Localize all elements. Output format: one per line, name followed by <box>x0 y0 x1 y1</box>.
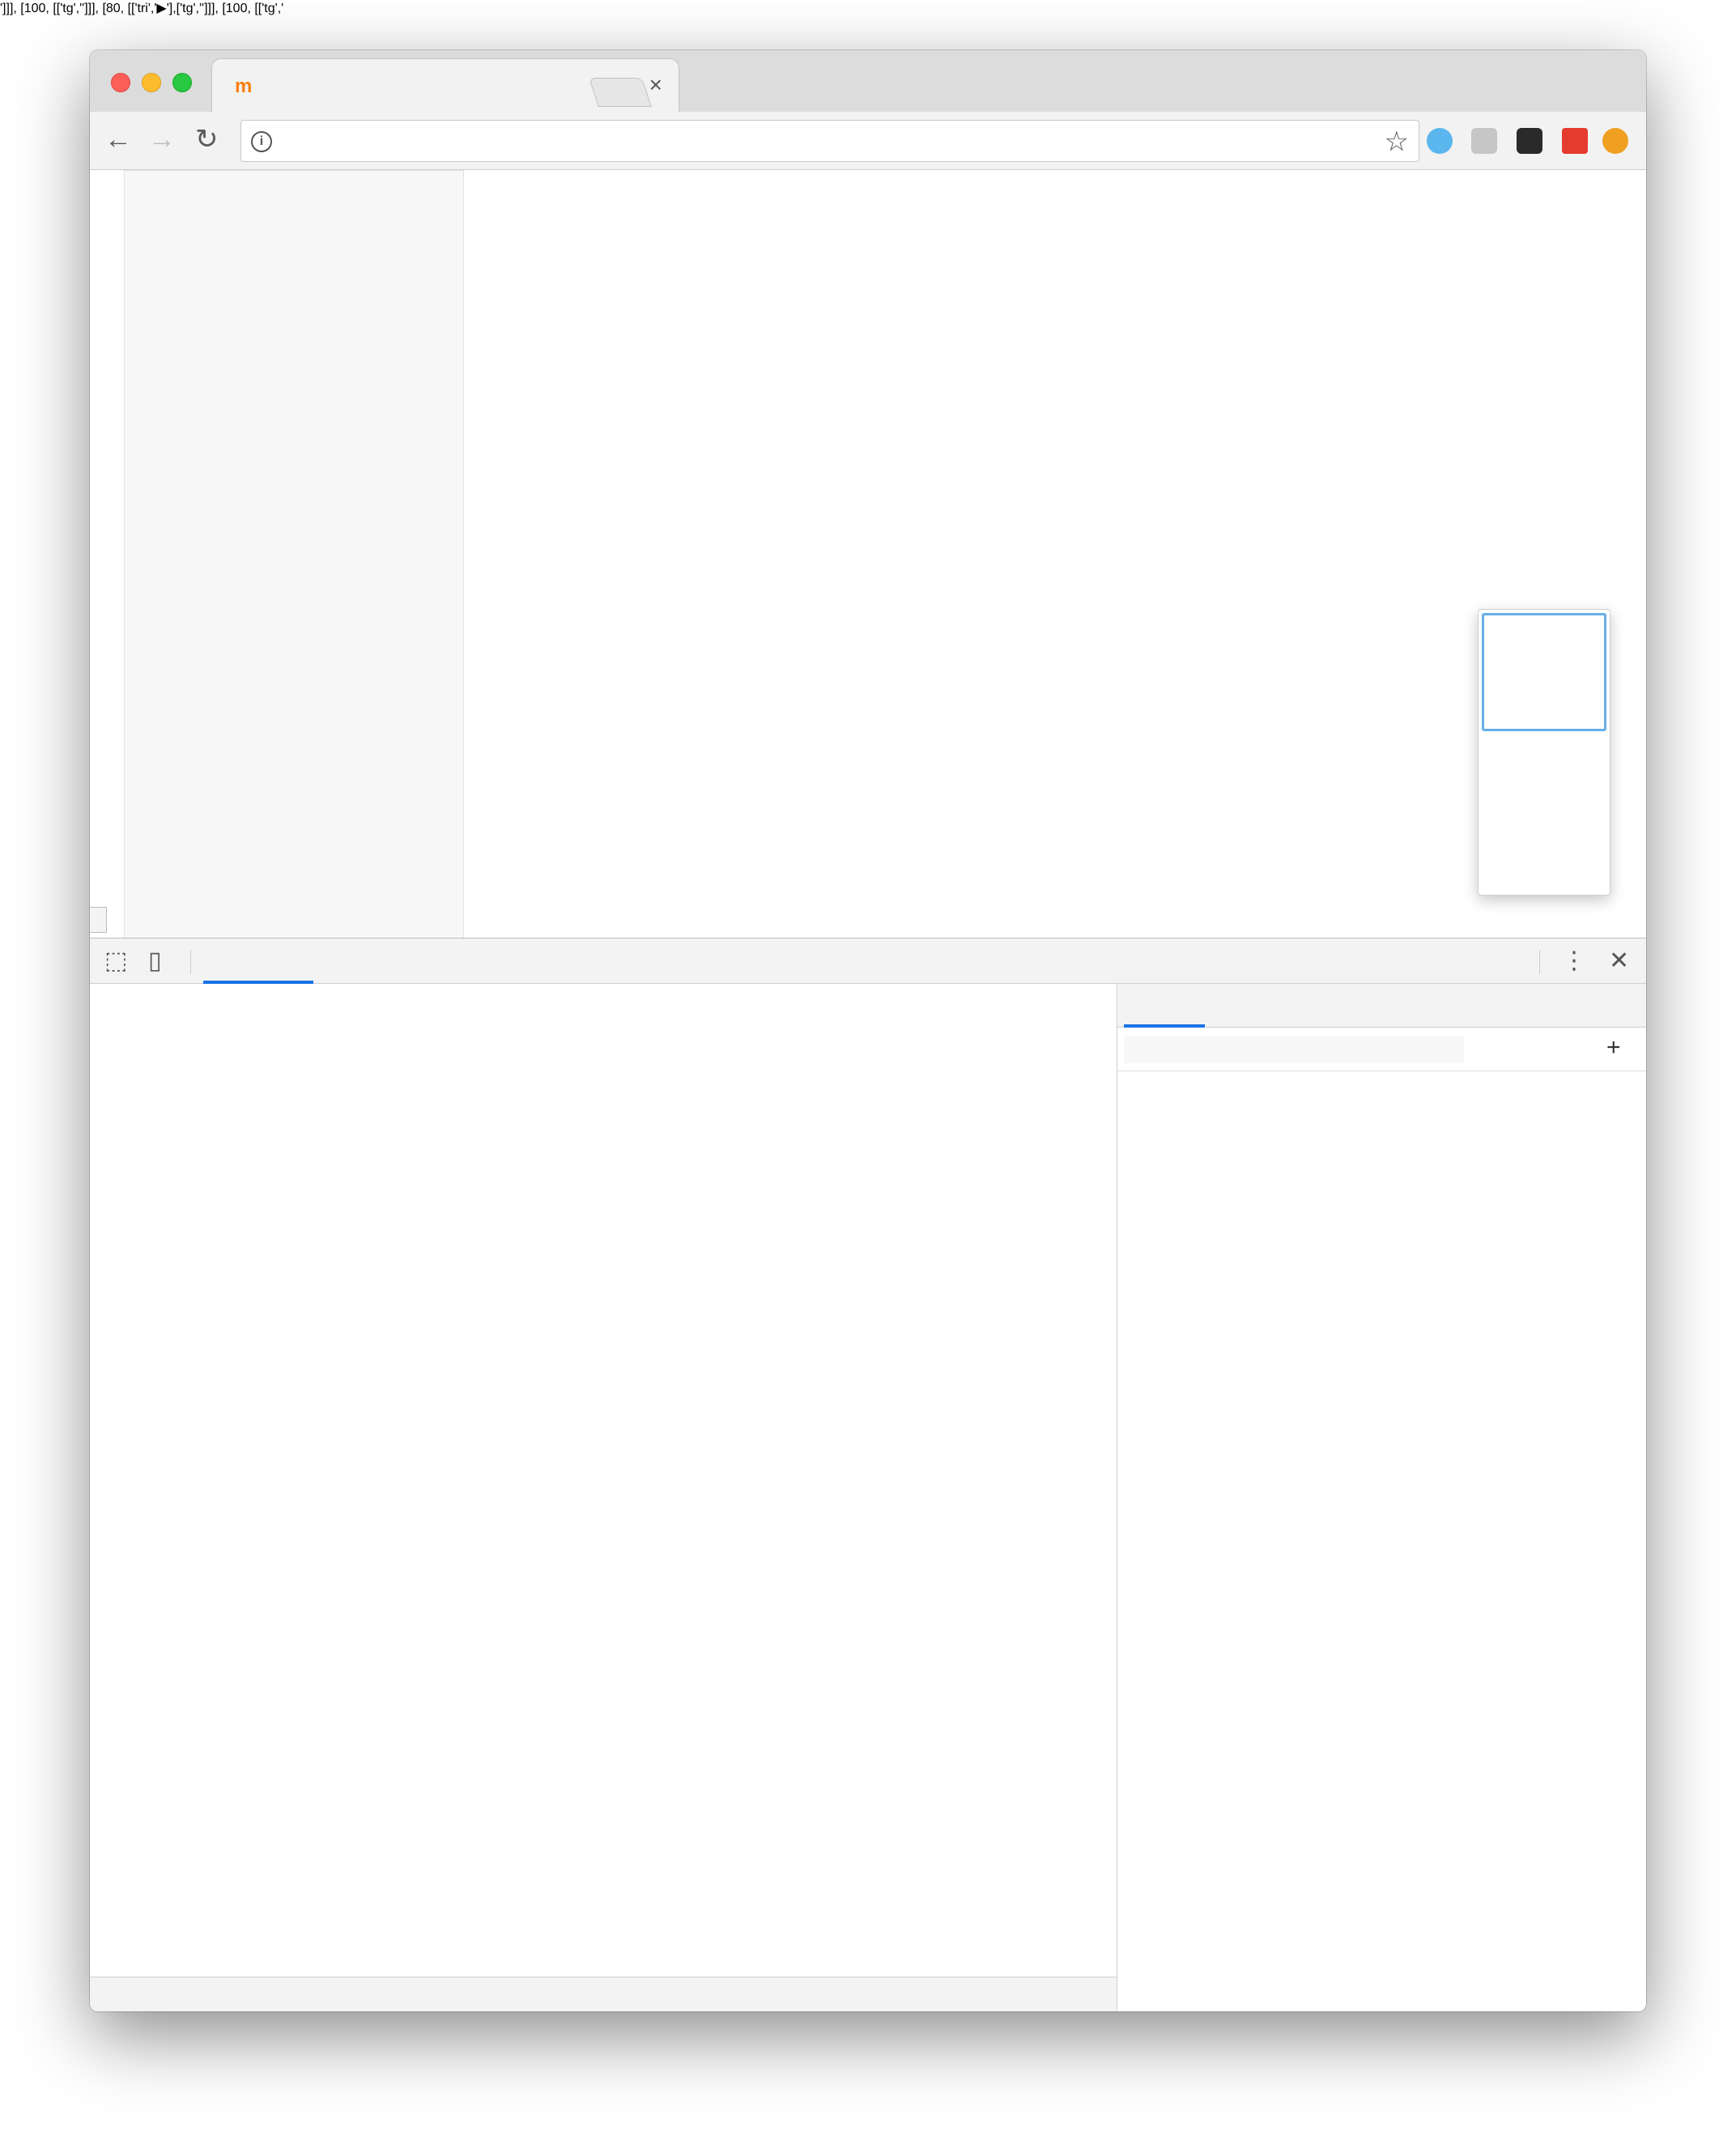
focus-ring <box>1482 613 1606 731</box>
action-menu-dropdown <box>1478 609 1610 896</box>
dom-breadcrumbs <box>90 1977 1117 2011</box>
bookmark-star-icon[interactable]: ☆ <box>1384 126 1409 157</box>
extension-arrow-icon[interactable] <box>1602 128 1628 154</box>
extension-incognito-icon[interactable] <box>1517 128 1542 154</box>
tab-separator-right <box>1539 950 1540 974</box>
minimize-window-button[interactable] <box>142 73 161 92</box>
info-icon[interactable]: i <box>251 131 272 152</box>
elements-tree[interactable] <box>90 984 1117 1977</box>
browser-window <box>90 50 1646 2011</box>
close-window-button[interactable] <box>111 73 130 92</box>
status-url-tooltip <box>90 907 107 933</box>
moodle-favicon-icon: m <box>235 75 253 97</box>
close-tab-icon[interactable]: × <box>649 72 662 97</box>
styles-filter-row <box>1117 1028 1646 1071</box>
inspect-element-icon[interactable]: ⬚ <box>104 947 128 974</box>
address-bar[interactable] <box>240 120 1419 162</box>
more-options-icon[interactable]: ⋮ <box>1562 947 1586 974</box>
close-devtools-icon[interactable]: ✕ <box>1609 947 1630 974</box>
admin-sidebar <box>124 170 464 938</box>
styles-tab-bar <box>1117 984 1646 1028</box>
extension-compass-icon[interactable] <box>1427 128 1453 154</box>
tab-strip <box>90 50 1646 112</box>
styles-pane <box>1117 984 1646 2011</box>
reload-icon[interactable]: ↻ <box>195 124 219 155</box>
tab-separator <box>190 950 191 974</box>
new-rule-plus-icon[interactable]: + <box>1606 1034 1621 1061</box>
extension-drive-icon[interactable] <box>1471 128 1497 154</box>
styles-filter-input[interactable] <box>1124 1036 1464 1063</box>
forward-arrow-icon[interactable]: → <box>148 124 176 155</box>
devtools-tab-bar <box>90 939 1646 984</box>
maximize-window-button[interactable] <box>172 73 192 92</box>
page-content <box>90 170 1646 938</box>
browser-toolbar <box>90 112 1646 170</box>
back-arrow-icon[interactable]: ← <box>104 124 132 155</box>
extension-calendar-icon[interactable] <box>1562 128 1588 154</box>
new-tab-button[interactable] <box>589 78 652 107</box>
device-toolbar-icon[interactable]: ▯ <box>148 947 162 974</box>
devtools-panel <box>90 938 1646 2011</box>
